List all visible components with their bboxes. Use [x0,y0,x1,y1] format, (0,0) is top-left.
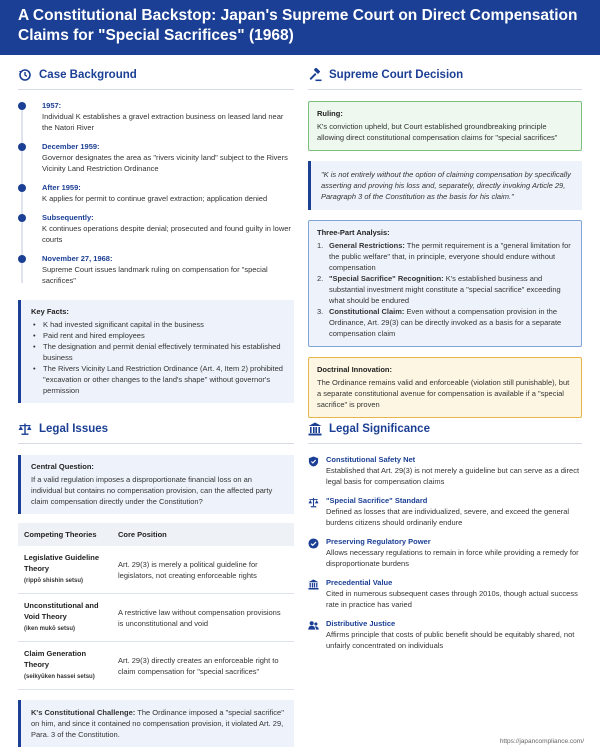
timeline-date: Subsequently: [42,213,94,222]
significance-item [308,454,582,487]
timeline [18,101,294,286]
page-title: A Constitutional Backstop: Japan's Supreme Court on Direct Compensation Claims for "Special Sacrifices" (1968) [18,7,578,44]
users-icon [308,618,319,629]
key-facts-list [31,319,284,396]
theory-japanese-name: (seikyūken hassei setsu) [24,674,95,680]
key-fact-item: • The Rivers Vicinity Land Restriction Ordinance (Art. 4, Item 2) prohibited "excavation or other changes to the land's shape" without governor's permission [31,363,284,396]
decision-title: Supreme Court Decision [329,69,464,81]
timeline-text: Individual K establishes a gravel extraction business on leased land near the Natori River [42,112,284,132]
significance-item-title: Constitutional Safety Net [326,455,416,464]
gavel-icon [308,68,322,82]
case-background-title: Case Background [39,69,137,81]
timeline-text: Supreme Court issues landmark ruling on compensation for "special sacrifices" [42,265,268,285]
decision-heading [308,66,582,84]
key-fact-item: • The designation and permit denial effectively terminated his established business [31,341,284,363]
analysis-bold: General Restrictions: [329,241,405,250]
significance-item [308,618,582,651]
theory-name: Legislative Guideline Theory [24,553,100,573]
column-header: Core Position [112,523,294,546]
theory-name: Claim Generation Theory [24,649,87,669]
analysis-number: 2. [317,274,324,283]
analysis-number: 3. [317,307,324,316]
significance-item [308,495,582,528]
analysis-number: 1. [317,241,324,250]
analysis-text: K's established business and substantial investment might constitute a "special sacrifice" exceeding what should be endured [329,274,561,305]
theories-table [18,523,294,690]
central-question-text: If a valid regulation imposes a disproportionate financial loss on an individual but contains no compensation provision, can the affected party claim compensation directly under the Constitution? [31,475,273,506]
case-background-section [18,66,294,403]
divider [308,89,582,90]
significance-item [308,536,582,569]
ruling-text: K's conviction upheld, but Court established groundbreaking principle allowing direct constitutional compensation claims for "special sacrifices" [317,122,558,142]
analysis-text: The permit requirement is a "general limitation for the public welfare" that, in principle, everyone should endure without compensation [329,241,571,272]
ruling-label: Ruling: [317,109,343,118]
timeline-item [42,183,294,204]
constitutional-challenge-box [18,700,294,747]
timeline-text: K continues operations despite denial; prosecuted and found guilty in lower courts [42,224,291,244]
key-fact-item: • K had invested significant capital in the business [31,319,284,330]
key-facts-title: Key Facts: [31,307,69,316]
theory-cell [18,546,112,594]
analysis-title: Three-Part Analysis: [317,228,390,237]
timeline-dot [18,255,26,263]
balance-scale-icon [308,495,319,506]
analysis-bold: Constitutional Claim: [329,307,405,316]
significance-item [308,577,582,610]
timeline-item [42,213,294,245]
central-question-label: Central Question: [31,462,94,471]
timeline-item [42,254,294,286]
significance-heading [308,420,582,438]
timeline-date: After 1959: [42,183,81,192]
key-facts-box [18,300,294,403]
significance-item-title: Precedential Value [326,578,393,587]
table-row [18,546,294,594]
column-header: Competing Theories [18,523,112,546]
significance-item-title: Preserving Regulatory Power [326,537,431,546]
significance-title: Legal Significance [329,423,430,435]
institution-icon [308,422,322,436]
balance-scale-icon [18,422,32,436]
timeline-dot [18,102,26,110]
analysis-item [317,306,573,339]
ruling-box [308,101,582,151]
table-row [18,594,294,642]
challenge-label: K's Constitutional Challenge: [31,708,136,717]
significance-list [308,454,582,651]
divider [18,89,294,90]
analysis-list [317,240,573,339]
decision-section [308,66,582,418]
significance-item-text: Cited in numerous subsequent cases through 2010s, though actual success rate in practice has varied [326,589,578,609]
legal-issues-section [18,420,294,747]
legal-issues-title: Legal Issues [39,423,109,435]
position-cell: A restrictive law without compensation provisions is unconstitutional and void [112,594,294,642]
significance-item-text: Established that Art. 29(3) is not merely a guideline but can serve as a direct legal basis for compensation claims [326,466,580,486]
analysis-box [308,220,582,347]
theory-cell [18,594,112,642]
institution-icon [308,577,319,588]
doctrine-title: Doctrinal Innovation: [317,365,392,374]
timeline-item [42,142,294,174]
analysis-item [317,240,573,273]
doctrine-text: The Ordinance remains valid and enforceable (violation still punishable), but a separate constitutional avenue for compensation is available if a "special sacrifice" is proven [317,378,570,409]
theory-japanese-name: (rippō shishin setsu) [24,578,84,584]
significance-item-text: Defined as losses that are individualized, severe, and exceed the general burdens citizens should ordinarily endure [326,507,570,527]
timeline-date: December 1959: [42,142,100,151]
check-circle-icon [308,536,319,547]
significance-item-title: "Special Sacrifice" Standard [326,496,428,505]
constitutional-challenge [31,707,284,740]
timeline-dot [18,143,26,151]
divider [18,443,294,444]
theory-japanese-name: (iken mukō setsu) [24,626,76,632]
case-background-heading [18,66,294,84]
challenge-text: The Ordinance imposed a "special sacrifice" on him, and since it contained no compensation provision, it violated Art. 29, Para. 3 of the Constitution. [31,708,284,739]
timeline-date: November 27, 1968: [42,254,113,263]
table-header-row [18,523,294,546]
theory-cell [18,642,112,690]
significance-section [308,420,582,659]
timeline-dot [18,214,26,222]
timeline-dot [18,184,26,192]
theory-name: Unconstitutional and Void Theory [24,601,99,621]
court-quote: "K is not entirely without the option of claiming compensation by specifically asserting and proving his loss and, separately, directly invoking Article 29, Paragraph 3 of the Constitution as the basis for his claim." [308,161,582,210]
footer-url[interactable]: https://japancompliance.com/ [499,738,584,745]
central-question-box [18,455,294,514]
timeline-item [42,101,294,133]
doctrine-box [308,357,582,418]
table-row [18,642,294,690]
analysis-bold: "Special Sacrifice" Recognition: [329,274,444,283]
analysis-item [317,273,573,306]
legal-issues-heading [18,420,294,438]
divider [308,443,582,444]
position-cell: Art. 29(3) is merely a political guideline for legislators, not creating enforceable rights [112,546,294,594]
timeline-text: Governor designates the area as "rivers vicinity land" subject to the Rivers Vicinity Land Restriction Ordinance [42,153,288,173]
history-icon [18,68,32,82]
position-cell: Art. 29(3) directly creates an enforceable right to claim compensation for "special sacrifices" [112,642,294,690]
significance-item-text: Allows necessary regulations to remain in force while providing a remedy for disproportionate burdens [326,548,579,568]
page-header [0,0,600,55]
analysis-text: Even without a compensation provision in the Ordinance, Art. 29(3) can be directly invoked as a basis for a separate compensation claim [329,307,562,338]
shield-icon [308,454,319,465]
key-fact-item: • Paid rent and hired employees [31,330,284,341]
significance-item-title: Distributive Justice [326,619,396,628]
timeline-date: 1957: [42,101,62,110]
significance-item-text: Affirms principle that costs of public benefit should be equitably shared, not unfairly concentrated on individuals [326,630,575,650]
timeline-text: K applies for permit to continue gravel extraction; application denied [42,194,268,203]
